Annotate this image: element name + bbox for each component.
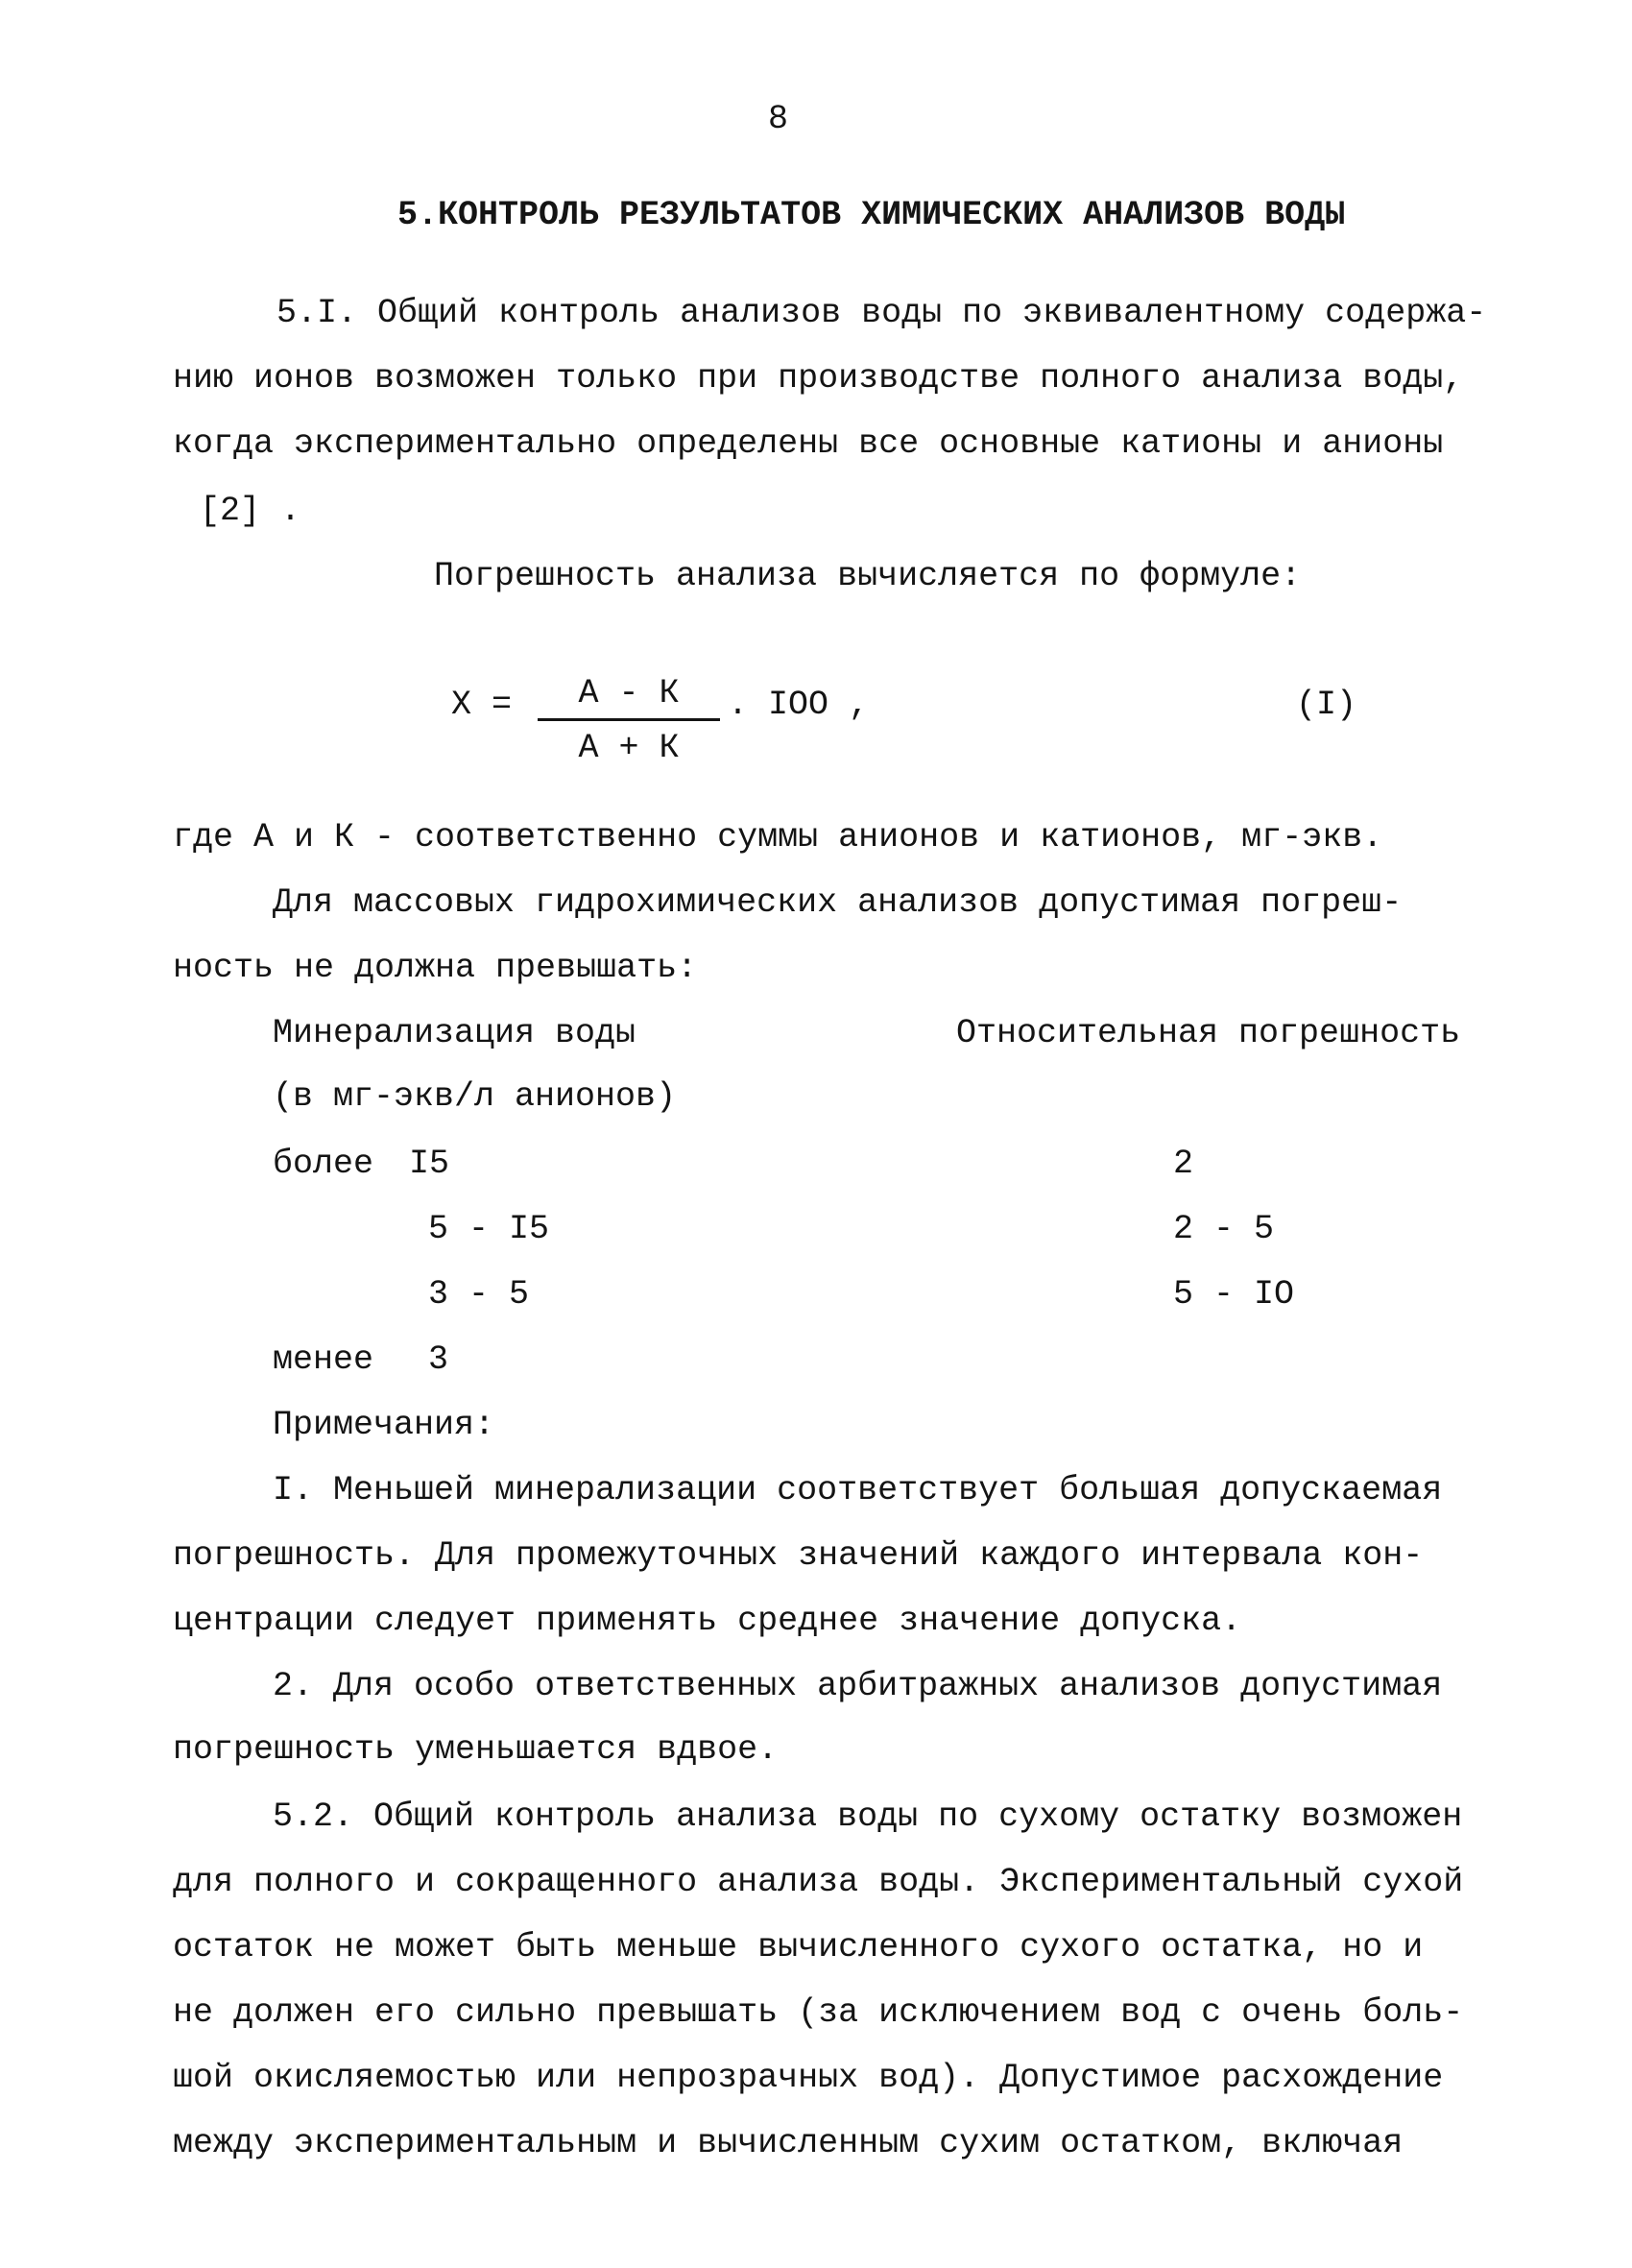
- para-5-1-line2: нию ионов возможен только при производстве полного анализа воды,: [173, 359, 1464, 398]
- formula-denominator: А + К: [578, 729, 680, 767]
- para-5-2-line5: шой окисляемостью или непрозрачных вод). Допустимое расхождение: [173, 2059, 1444, 2097]
- para-5-1-line1: 5.I. Общий контроль анализов воды по эквивалентному содержа-: [276, 294, 1487, 332]
- notes-title: Примечания:: [273, 1406, 495, 1444]
- note2-line2: погрешность уменьшается вдвое.: [173, 1730, 779, 1769]
- table-col1-header-line2: (в мг-экв/л анионов): [273, 1077, 677, 1116]
- table-row-error: 2: [1173, 1145, 1194, 1183]
- formula-fraction: [538, 672, 720, 769]
- para-5-1-line3: когда экспериментально определены все основные катионы и анионы: [173, 424, 1444, 463]
- table-row-range: I5: [409, 1145, 450, 1183]
- para-5-2-line1: 5.2. Общий контроль анализа воды по сухому остатку возможен: [273, 1798, 1463, 1836]
- table-col1-header-line1: Минерализация воды: [273, 1014, 636, 1052]
- formula-numerator: А - К: [538, 672, 720, 721]
- table-col2-header: Относительная погрешность: [956, 1014, 1461, 1052]
- tolerance-intro-line1: Для массовых гидрохимических анализов допустимая погреш-: [273, 883, 1403, 922]
- table-row-range: 5 - I5: [428, 1210, 550, 1248]
- para-5-2-line6: между экспериментальным и вычисленным сухим остатком, включая: [173, 2124, 1404, 2162]
- table-row-error: 5 - IO: [1173, 1275, 1295, 1314]
- table-row-prefix: менее: [273, 1340, 374, 1379]
- para-5-2-line4: не должен его сильно превышать (за исключением вод с очень боль-: [173, 1993, 1464, 2032]
- para-5-2-line2: для полного и сокращенного анализа воды. Экспериментальный сухой: [173, 1863, 1464, 1901]
- table-row-range: 3 - 5: [428, 1275, 530, 1314]
- note2-line1: 2. Для особо ответственных арбитражных анализов допустимая: [273, 1667, 1443, 1705]
- note1-line1: I. Меньшей минерализации соответствует большая допускаемая: [273, 1471, 1443, 1509]
- tolerance-intro-line2: ность не должна превышать:: [173, 949, 698, 987]
- table-row-prefix: более: [273, 1145, 374, 1183]
- formula-multiplier: . IOO ,: [728, 686, 870, 724]
- section-title: 5.КОНТРОЛЬ РЕЗУЛЬТАТОВ ХИМИЧЕСКИХ АНАЛИЗОВ ВОДЫ: [397, 196, 1346, 234]
- formula-lhs: X =: [451, 686, 513, 724]
- para-5-2-line3: остаток не может быть меньше вычисленного сухого остатка, но и: [173, 1928, 1424, 1966]
- page-number: 8: [768, 100, 789, 138]
- formula-where: где А и К - соответственно суммы анионов и катионов, мг-экв.: [173, 818, 1383, 857]
- note1-line3: центрации следует применять среднее значение допуска.: [173, 1602, 1242, 1640]
- table-row-range: 3: [428, 1340, 449, 1379]
- formula-number: (I): [1296, 686, 1357, 724]
- table-row-error: 2 - 5: [1173, 1210, 1275, 1248]
- note1-line2: погрешность. Для промежуточных значений каждого интервала кон-: [173, 1536, 1424, 1575]
- formula-intro: Погрешность анализа вычисляется по формуле:: [434, 557, 1302, 595]
- reference-citation: [2] .: [200, 492, 301, 530]
